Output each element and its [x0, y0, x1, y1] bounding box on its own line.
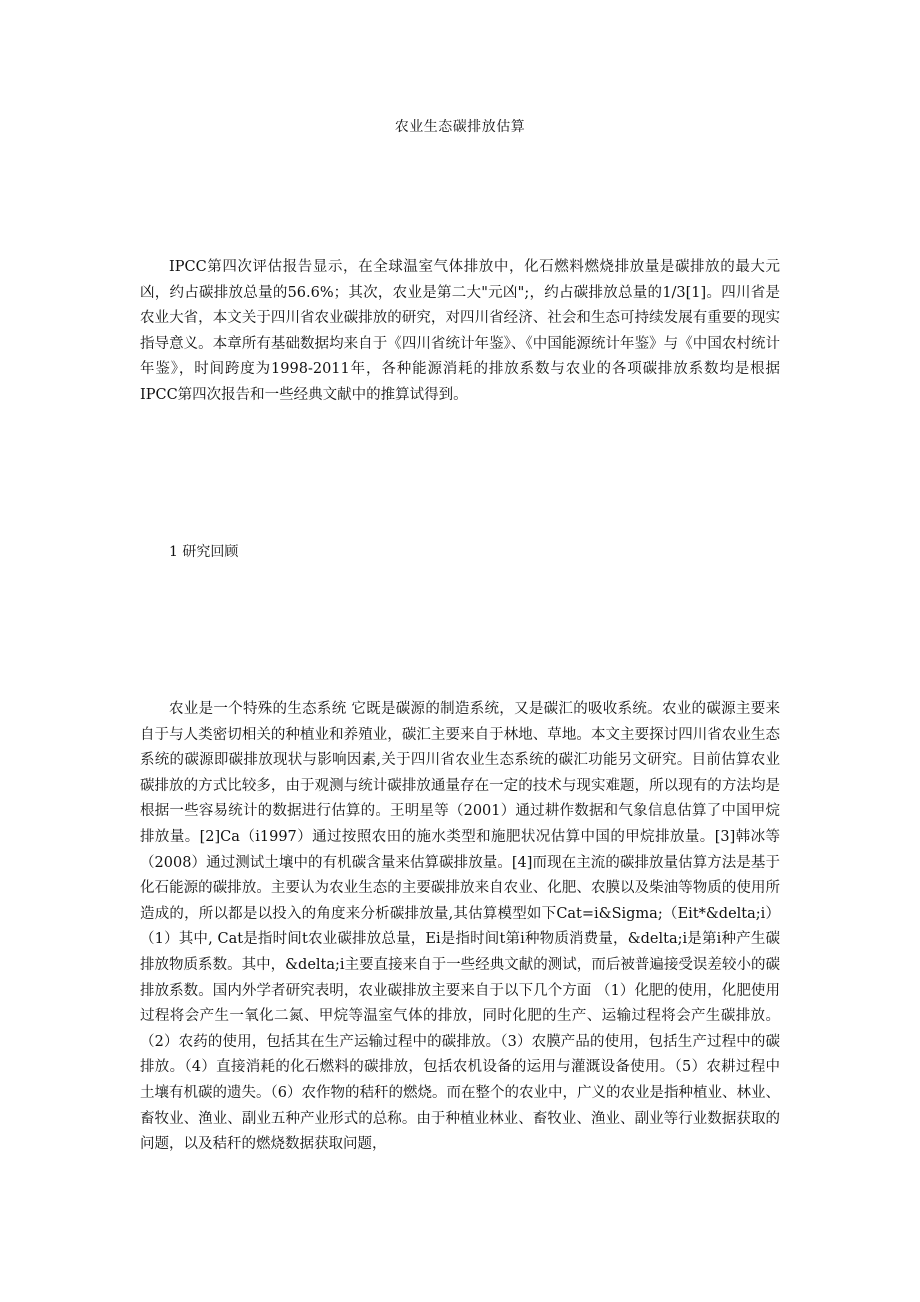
- intro-paragraph: IPCC第四次评估报告显示，在全球温室气体排放中，化石燃料燃烧排放量是碳排放的最大元凶，约占碳排放总量的56.6%；其次，农业是第二大"元凶";，约占碳排放总量的1/3[1]。四川省是农业大省，本文关于四川省农业碳排放的研究，对四川省经济、社会和生态可持续发展有重要的现实指导意义。本章所有基础数据均来自于《四川省统计年鉴》、《中国能源统计年鉴》与《中国农村统计年鉴》，时间跨度为1998-2011年，各种能源消耗的排放系数与农业的各项碳排放系数均是根据IPCC第四次报告和一些经典文献中的推算试得到。: [140, 259, 780, 403]
- section-heading: 1 研究回顾: [169, 544, 239, 560]
- body-paragraph: 农业是一个特殊的生态系统 它既是碳源的制造系统，又是碳汇的吸收系统。农业的碳源主要来自于与人类密切相关的种植业和养殖业，碳汇主要来自于林地、草地。本文主要探讨四川省农业生态系统的碳源即碳排放现状与影响因素,关于四川省农业生态系统的碳汇功能另文研究。目前估算农业碳排放的方式比较多，由于观测与统计碳排放通量存在一定的技术与现实难题，所以现有的方法均是根据一些容易统计的数据进行估算的。王明星等（2001）通过耕作数据和气象信息估算了中国甲烷排放量。[2]Ca（i1997）通过按照农田的施水类型和施肥状况估算中国的甲烷排放量。[3]韩冰等（2008）通过测试土壤中的有机碳含量来估算碳排放量。[4]而现在主流的碳排放量估算方法是基于化石能源的碳排放。主要认为农业生态的主要碳排放来自农业、化肥、农膜以及柴油等物质的使用所造成的，所以都是以投入的角度来分析碳排放量,其估算模型如下Cat=i&Sigma;（Eit*&delta;i）（1）其中, Cat是指时间t农业碳排放总量，Ei是指时间t第i种物质消费量，&delta;i是第i种产生碳排放物质系数。其中，&delta;i主要直接来自于一些经典文献的测试，而后被普遍接受误差较小的碳排放系数。国内外学者研究表明，农业碳排放主要来自于以下几个方面 （1）化肥的使用，化肥使用过程将会产生一氧化二氮、甲烷等温室气体的排放，同时化肥的生产、运输过程将会产生碳排放。（2）农药的使用，包括其在生产运输过程中的碳排放。（3）农膜产品的使用，包括生产过程中的碳排放。（4）直接消耗的化石燃料的碳排放，包括农机设备的运用与灌溉设备使用。（5）农耕过程中土壤有机碳的遗失。（6）农作物的秸秆的燃烧。而在整个的农业中，广义的农业是指种植业、林业、畜牧业、渔业、副业五种产业形式的总称。由于种植业林业、畜牧业、渔业、副业等行业数据获取的问题，以及秸秆的燃烧数据获取问题，: [140, 701, 780, 1153]
- document-title: 农业生态碳排放估算: [394, 119, 526, 135]
